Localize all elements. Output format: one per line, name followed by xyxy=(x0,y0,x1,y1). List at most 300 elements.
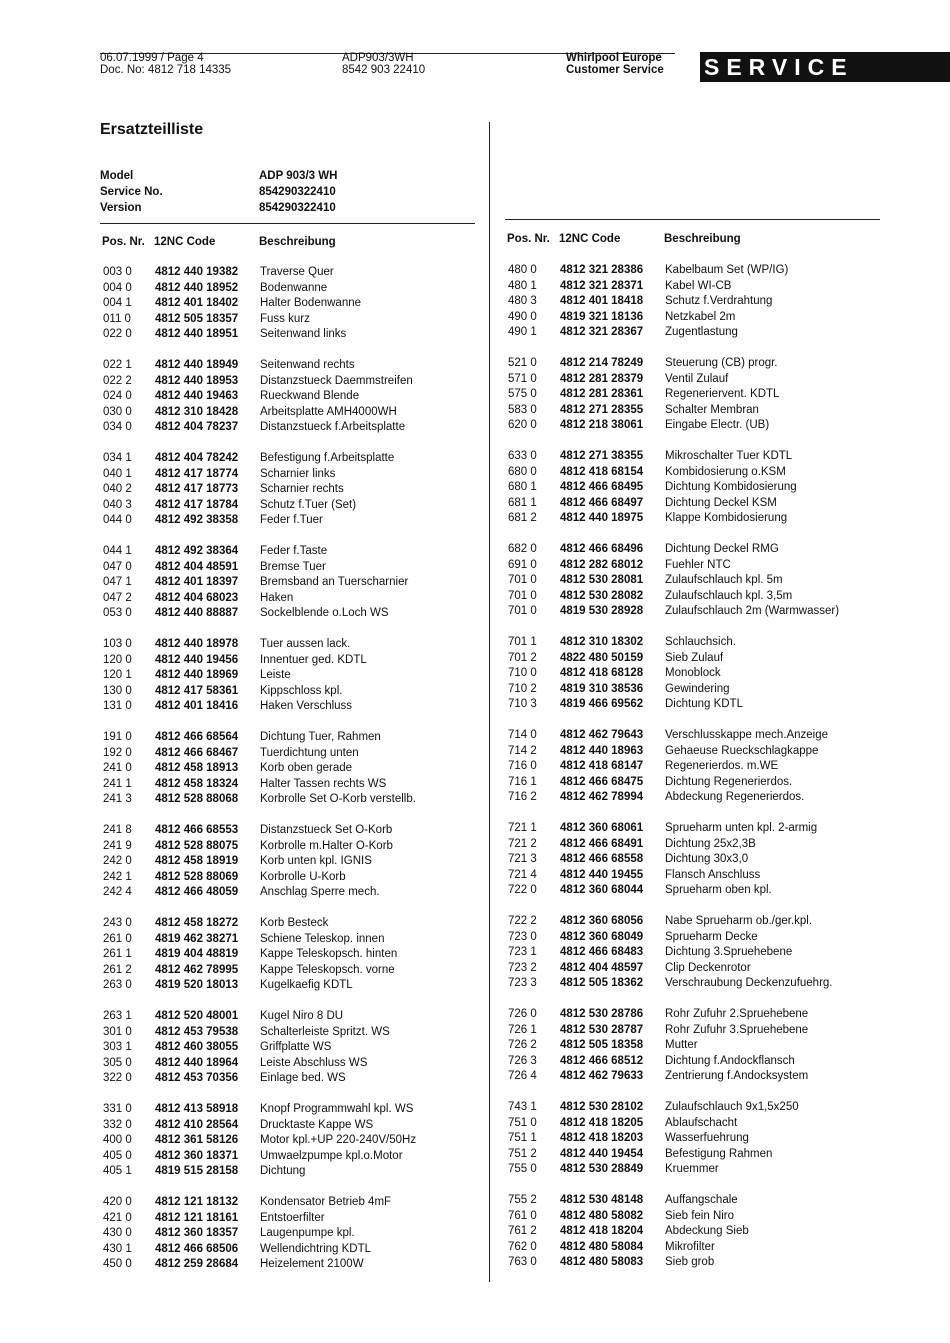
part-code: 4812 440 19455 xyxy=(560,868,644,881)
pos-number: 763 0 xyxy=(508,1256,537,1268)
part-description: Gewindering xyxy=(665,682,730,695)
pos-number: 040 3 xyxy=(103,498,132,511)
table-row xyxy=(508,775,839,791)
header-model-info xyxy=(342,52,425,76)
pos-number: 030 0 xyxy=(103,405,132,418)
table-row xyxy=(103,653,416,669)
part-code: 4812 505 18357 xyxy=(155,312,239,325)
pos-number: 131 0 xyxy=(103,700,132,712)
part-description: Fuss kurz xyxy=(260,312,310,325)
part-code: 4812 440 18953 xyxy=(155,374,239,387)
part-code: 4812 458 18272 xyxy=(155,917,239,929)
part-description: Arbeitsplatte AMH4000WH xyxy=(260,405,397,418)
part-code: 4812 440 18951 xyxy=(155,328,239,340)
part-code: 4812 360 68061 xyxy=(560,822,644,834)
part-code: 4812 530 28786 xyxy=(560,1008,644,1020)
part-code: 4812 418 18204 xyxy=(560,1225,644,1237)
table-row xyxy=(508,1038,839,1054)
part-description: Tuer aussen lack. xyxy=(260,638,351,650)
table-row xyxy=(508,558,839,574)
part-description: Einlage bed. WS xyxy=(260,1072,346,1084)
part-description: Schutz f.Tuer (Set) xyxy=(260,498,357,511)
part-code: 4812 466 68506 xyxy=(155,1242,239,1255)
part-description: Korbrolle Set O-Korb verstellb. xyxy=(260,793,416,805)
table-row xyxy=(508,356,839,372)
col-desc-header: Beschreibung xyxy=(259,236,336,248)
table-row xyxy=(508,449,839,465)
parts-group xyxy=(103,1195,416,1273)
part-code: 4812 480 58083 xyxy=(560,1256,644,1268)
parts-group xyxy=(103,1009,416,1087)
pos-number: 716 2 xyxy=(508,791,537,803)
table-row xyxy=(103,870,416,886)
pos-number: 305 0 xyxy=(103,1056,132,1069)
table-row xyxy=(103,854,416,870)
part-code: 4812 466 68496 xyxy=(560,543,644,555)
part-code: 4812 440 19456 xyxy=(155,653,239,666)
pos-number: 723 3 xyxy=(508,977,537,989)
table-row xyxy=(103,885,416,901)
meta-row-model xyxy=(100,168,337,184)
meta-value: 854290322410 xyxy=(259,186,336,198)
pos-number: 130 0 xyxy=(103,684,132,697)
pos-number: 480 1 xyxy=(508,279,537,292)
part-code: 4812 492 38358 xyxy=(155,514,239,526)
pos-number: 004 0 xyxy=(103,281,132,294)
part-description: Sieb fein Niro xyxy=(665,1209,735,1222)
part-description: Auffangschale xyxy=(665,1194,738,1206)
table-row xyxy=(508,604,839,620)
part-description: Traverse Quer xyxy=(260,266,334,278)
table-row xyxy=(103,684,416,700)
part-code: 4812 321 28371 xyxy=(560,279,644,292)
part-description: Wasserfuehrung xyxy=(665,1132,749,1144)
pos-number: 047 2 xyxy=(103,591,132,604)
part-description: Netzkabel 2m xyxy=(665,310,736,323)
pos-number: 047 1 xyxy=(103,576,132,588)
part-code: 4812 528 88069 xyxy=(155,870,239,883)
part-code: 4812 458 18324 xyxy=(155,777,239,790)
pos-number: 680 0 xyxy=(508,465,537,478)
part-code: 4812 413 58918 xyxy=(155,1103,239,1115)
table-row xyxy=(103,823,416,839)
part-description: Zulaufschlauch kpl. 5m xyxy=(665,574,783,586)
pos-number: 691 0 xyxy=(508,558,537,571)
pos-number: 047 0 xyxy=(103,560,132,573)
part-code: 4812 418 68154 xyxy=(560,465,644,478)
table-row xyxy=(508,682,839,698)
table-row xyxy=(103,405,416,421)
pos-number: 261 0 xyxy=(103,932,132,945)
part-description: Sprueharm unten kpl. 2-armig xyxy=(665,822,818,834)
table-rule-right xyxy=(505,219,880,220)
col-code-header: 12NC Code xyxy=(154,236,216,248)
pos-number: 261 1 xyxy=(103,948,132,960)
col-desc-header: Beschreibung xyxy=(664,233,741,245)
part-code: 4812 404 48597 xyxy=(560,961,644,974)
part-code: 4812 460 38055 xyxy=(155,1041,239,1053)
part-code: 4812 271 38355 xyxy=(560,450,644,462)
part-description: Dichtung Kombidosierung xyxy=(665,481,797,493)
table-row xyxy=(103,498,416,514)
part-description: Kruemmer xyxy=(665,1163,719,1175)
table-row xyxy=(103,1040,416,1056)
part-description: Klappe Kombidosierung xyxy=(665,512,788,524)
part-description: Schalterleiste Spritzt. WS xyxy=(260,1025,390,1038)
part-description: Scharnier links xyxy=(260,467,336,480)
part-description: Halter Bodenwanne xyxy=(260,297,362,309)
table-row xyxy=(103,467,416,483)
pos-number: 241 3 xyxy=(103,793,132,805)
part-description: Clip Deckenrotor xyxy=(665,961,751,974)
table-row xyxy=(103,420,416,436)
column-header-left xyxy=(102,236,336,248)
part-code: 4812 417 58361 xyxy=(155,684,239,697)
column-divider xyxy=(489,122,490,1282)
table-row xyxy=(508,372,839,388)
pos-number: 405 1 xyxy=(103,1165,132,1177)
parts-list-right xyxy=(508,263,839,1286)
pos-number: 192 0 xyxy=(103,746,132,759)
pos-number: 040 2 xyxy=(103,483,132,495)
part-description: Kabel WI-CB xyxy=(665,279,732,292)
pos-number: 620 0 xyxy=(508,419,537,431)
part-description: Mutter xyxy=(665,1039,698,1051)
table-row xyxy=(103,312,416,328)
part-description: Ventil Zulauf xyxy=(665,372,729,385)
part-description: Sockelblende o.Loch WS xyxy=(260,607,389,619)
part-code: 4812 466 68491 xyxy=(560,837,644,850)
table-row xyxy=(103,932,416,948)
pos-number: 716 0 xyxy=(508,760,537,772)
table-row xyxy=(508,651,839,667)
part-code: 4819 404 48819 xyxy=(155,948,239,960)
pos-number: 751 1 xyxy=(508,1132,537,1144)
part-code: 4812 321 28367 xyxy=(560,326,644,338)
part-code: 4812 121 18132 xyxy=(155,1196,239,1208)
table-row xyxy=(508,1023,839,1039)
parts-group xyxy=(508,1193,839,1271)
part-description: Flansch Anschluss xyxy=(665,868,761,881)
table-rule-left xyxy=(100,223,475,224)
pos-number: 714 0 xyxy=(508,729,537,741)
pos-number: 722 2 xyxy=(508,915,537,927)
pos-number: 400 0 xyxy=(103,1134,132,1146)
part-description: Kabelbaum Set (WP/IG) xyxy=(665,264,789,276)
part-description: Motor kpl.+UP 220-240V/50Hz xyxy=(260,1134,417,1146)
part-description: Haken Verschluss xyxy=(260,700,353,712)
table-row xyxy=(103,1257,416,1273)
part-code: 4812 466 68512 xyxy=(560,1054,644,1067)
part-code: 4812 453 70356 xyxy=(155,1072,239,1084)
part-code: 4812 418 18203 xyxy=(560,1132,644,1144)
pos-number: 701 0 xyxy=(508,605,537,617)
table-row xyxy=(103,1195,416,1211)
part-code: 4812 466 68467 xyxy=(155,746,239,759)
table-row xyxy=(508,961,839,977)
pos-number: 034 0 xyxy=(103,421,132,433)
table-row xyxy=(103,730,416,746)
part-description: Leiste xyxy=(260,669,291,681)
table-row xyxy=(103,560,416,576)
part-description: Tuerdichtung unten xyxy=(260,746,359,759)
pos-number: 450 0 xyxy=(103,1258,132,1270)
table-row xyxy=(103,358,416,374)
part-description: Kondensator Betrieb 4mF xyxy=(260,1196,392,1208)
pos-number: 762 0 xyxy=(508,1240,537,1253)
part-description: Distanzstueck f.Arbeitsplatte xyxy=(260,421,406,433)
part-description: Zulaufschlauch 2m (Warmwasser) xyxy=(665,605,840,617)
table-row xyxy=(103,746,416,762)
meta-value: 854290322410 xyxy=(259,202,336,214)
table-row xyxy=(508,1193,839,1209)
part-code: 4812 281 28379 xyxy=(560,372,644,385)
pos-number: 480 0 xyxy=(508,264,537,276)
table-row xyxy=(103,374,416,390)
part-code: 4812 440 18978 xyxy=(155,638,239,650)
part-description: Umwaelzpumpe kpl.o.Motor xyxy=(260,1149,403,1162)
table-row xyxy=(103,1211,416,1227)
part-code: 4812 530 28787 xyxy=(560,1023,644,1036)
pos-number: 003 0 xyxy=(103,266,132,278)
pos-number: 723 1 xyxy=(508,946,537,958)
part-description: Scharnier rechts xyxy=(260,483,344,495)
table-row xyxy=(103,591,416,607)
part-code: 4822 480 50159 xyxy=(560,651,644,664)
meta-row-version xyxy=(100,200,337,216)
table-row xyxy=(103,777,416,793)
table-row xyxy=(508,465,839,481)
pos-number: 726 4 xyxy=(508,1070,537,1082)
part-description: Korb Besteck xyxy=(260,917,329,929)
pos-number: 120 1 xyxy=(103,669,132,681)
part-code: 4812 462 79643 xyxy=(560,729,644,741)
part-code: 4812 440 18969 xyxy=(155,669,239,681)
table-row xyxy=(508,837,839,853)
pos-number: 242 0 xyxy=(103,855,132,867)
pos-number: 430 0 xyxy=(103,1227,132,1239)
pos-number: 331 0 xyxy=(103,1103,132,1115)
part-description: Befestigung f.Arbeitsplatte xyxy=(260,452,395,464)
table-row xyxy=(508,387,839,403)
part-description: Regenerierdos. m.WE xyxy=(665,760,779,772)
part-description: Zulaufschlauch kpl. 3,5m xyxy=(665,589,793,602)
part-code: 4812 528 88075 xyxy=(155,839,239,852)
pos-number: 680 1 xyxy=(508,481,537,493)
table-row xyxy=(508,589,839,605)
parts-group xyxy=(508,356,839,434)
pos-number: 420 0 xyxy=(103,1196,132,1208)
header-doc-info xyxy=(100,52,231,76)
table-row xyxy=(103,978,416,994)
parts-list-left xyxy=(103,265,416,1288)
pos-number: 261 2 xyxy=(103,963,132,976)
part-code: 4812 404 78242 xyxy=(155,452,239,464)
pos-number: 405 0 xyxy=(103,1149,132,1162)
part-description: Knopf Programmwahl kpl. WS xyxy=(260,1103,414,1115)
part-code: 4812 417 18784 xyxy=(155,498,239,511)
header-service-code: 8542 903 22410 xyxy=(342,64,426,76)
part-description: Rohr Zufuhr 3.Spruehebene xyxy=(665,1023,809,1036)
table-row xyxy=(508,480,839,496)
part-code: 4812 458 18913 xyxy=(155,762,239,774)
header-department: Customer Service xyxy=(566,64,664,76)
table-row xyxy=(508,930,839,946)
table-row xyxy=(508,403,839,419)
pos-number: 024 0 xyxy=(103,390,132,402)
parts-group xyxy=(508,635,839,713)
part-code: 4812 440 18952 xyxy=(155,281,239,294)
pos-number: 191 0 xyxy=(103,731,132,743)
table-row xyxy=(508,868,839,884)
header-company: Whirlpool Europe xyxy=(566,52,662,64)
part-description: Regeneriervent. KDTL xyxy=(665,388,780,400)
part-code: 4812 466 68475 xyxy=(560,775,644,788)
table-row xyxy=(103,1242,416,1258)
part-description: Gehaeuse Rueckschlagkappe xyxy=(665,744,819,757)
pos-number: 681 2 xyxy=(508,512,537,524)
part-code: 4812 462 78994 xyxy=(560,791,644,803)
part-code: 4819 520 18013 xyxy=(155,979,239,991)
table-row xyxy=(508,697,839,713)
part-code: 4812 440 18975 xyxy=(560,512,644,524)
part-description: Seitenwand rechts xyxy=(260,359,355,371)
pos-number: 301 0 xyxy=(103,1025,132,1038)
table-row xyxy=(508,542,839,558)
parts-group xyxy=(103,730,416,808)
pos-number: 723 2 xyxy=(508,961,537,974)
part-description: Befestigung Rahmen xyxy=(665,1147,773,1160)
part-description: Schiene Teleskop. innen xyxy=(260,932,385,945)
table-row xyxy=(103,606,416,622)
table-row xyxy=(103,1149,416,1165)
part-code: 4812 417 18773 xyxy=(155,483,239,495)
table-row xyxy=(103,281,416,297)
part-description: Ablaufschacht xyxy=(665,1116,738,1129)
part-description: Korb unten kpl. IGNIS xyxy=(260,855,372,867)
part-code: 4812 440 18964 xyxy=(155,1056,239,1069)
table-row xyxy=(508,1147,839,1163)
part-code: 4812 410 28564 xyxy=(155,1118,239,1131)
part-description: Bodenwanne xyxy=(260,281,328,294)
part-description: Seitenwand links xyxy=(260,328,347,340)
part-description: Dichtung 30x3,0 xyxy=(665,853,749,865)
pos-number: 701 1 xyxy=(508,636,537,648)
pos-number: 263 0 xyxy=(103,979,132,991)
table-row xyxy=(508,1255,839,1271)
part-description: Mikrofilter xyxy=(665,1240,715,1253)
pos-number: 022 2 xyxy=(103,374,132,387)
page-title: Ersatzteilliste xyxy=(100,121,204,138)
part-description: Kippschloss kpl. xyxy=(260,684,343,697)
pos-number: 263 1 xyxy=(103,1010,132,1022)
table-row xyxy=(508,1054,839,1070)
part-code: 4812 440 18963 xyxy=(560,744,644,757)
part-description: Sprueharm Decke xyxy=(665,930,758,943)
part-code: 4812 492 38364 xyxy=(155,545,239,557)
part-code: 4819 466 69562 xyxy=(560,698,644,710)
part-description: Zugentlastung xyxy=(665,326,738,338)
part-description: Sieb grob xyxy=(665,1256,715,1268)
part-code: 4812 462 78995 xyxy=(155,963,239,976)
part-description: Abdeckung Sieb xyxy=(665,1225,749,1237)
pos-number: 701 2 xyxy=(508,651,537,664)
pos-number: 755 0 xyxy=(508,1163,537,1175)
part-description: Haken xyxy=(260,591,294,604)
part-code: 4812 417 18774 xyxy=(155,467,239,480)
table-row xyxy=(508,635,839,651)
table-row xyxy=(508,1069,839,1085)
pos-number: 242 4 xyxy=(103,886,132,898)
part-description: Steuerung (CB) progr. xyxy=(665,357,778,369)
table-row xyxy=(103,1056,416,1072)
table-row xyxy=(103,792,416,808)
meta-value: ADP 903/3 WH xyxy=(259,170,338,182)
pos-number: 761 2 xyxy=(508,1225,537,1237)
part-description: Zentrierung f.Andocksystem xyxy=(665,1070,809,1082)
table-row xyxy=(103,1102,416,1118)
parts-group xyxy=(508,821,839,899)
pos-number: 241 8 xyxy=(103,824,132,836)
pos-number: 034 1 xyxy=(103,452,132,464)
pos-number: 583 0 xyxy=(508,403,537,416)
pos-number: 714 2 xyxy=(508,744,537,757)
pos-number: 421 0 xyxy=(103,1211,132,1224)
table-row xyxy=(508,418,839,434)
column-header-right xyxy=(507,233,741,245)
part-code: 4819 530 28928 xyxy=(560,605,644,617)
table-row xyxy=(508,744,839,760)
part-code: 4812 404 48591 xyxy=(155,560,239,573)
parts-group xyxy=(103,1102,416,1180)
pos-number: 430 1 xyxy=(103,1242,132,1255)
part-description: Sieb Zulauf xyxy=(665,651,724,664)
part-code: 4812 360 18357 xyxy=(155,1227,239,1239)
part-description: Dichtung 3.Spruehebene xyxy=(665,946,793,958)
meta-row-service-no xyxy=(100,184,337,200)
pos-number: 022 1 xyxy=(103,359,132,371)
table-row xyxy=(103,1226,416,1242)
part-description: Feder f.Taste xyxy=(260,545,328,557)
pos-number: 480 3 xyxy=(508,295,537,307)
part-code: 4812 530 28102 xyxy=(560,1101,644,1113)
table-row xyxy=(103,699,416,715)
pos-number: 721 2 xyxy=(508,837,537,850)
part-code: 4812 418 68128 xyxy=(560,667,644,679)
part-description: Nabe Sprueharm ob./ger.kpl. xyxy=(665,915,813,927)
table-row xyxy=(103,327,416,343)
table-row xyxy=(103,544,416,560)
part-code: 4812 418 18205 xyxy=(560,1116,644,1129)
pos-number: 681 1 xyxy=(508,496,537,509)
part-code: 4819 321 18136 xyxy=(560,310,644,323)
part-description: Kappe Teleskopsch. vorne xyxy=(260,963,395,976)
pos-number: 044 0 xyxy=(103,514,132,526)
table-row xyxy=(103,575,416,591)
part-code: 4812 121 18161 xyxy=(155,1211,239,1224)
part-code: 4812 282 68012 xyxy=(560,558,644,571)
pos-number: 755 2 xyxy=(508,1194,537,1206)
part-code: 4812 440 18949 xyxy=(155,359,239,371)
col-pos-header: Pos. Nr. xyxy=(102,236,145,248)
part-description: Dichtung f.Andockflansch xyxy=(665,1054,795,1067)
pos-number: 103 0 xyxy=(103,638,132,650)
pos-number: 022 0 xyxy=(103,328,132,340)
part-code: 4812 530 28849 xyxy=(560,1163,644,1175)
pos-number: 751 2 xyxy=(508,1147,537,1160)
part-code: 4812 404 78237 xyxy=(155,421,239,433)
part-description: Abdeckung Regenerierdos. xyxy=(665,791,805,803)
